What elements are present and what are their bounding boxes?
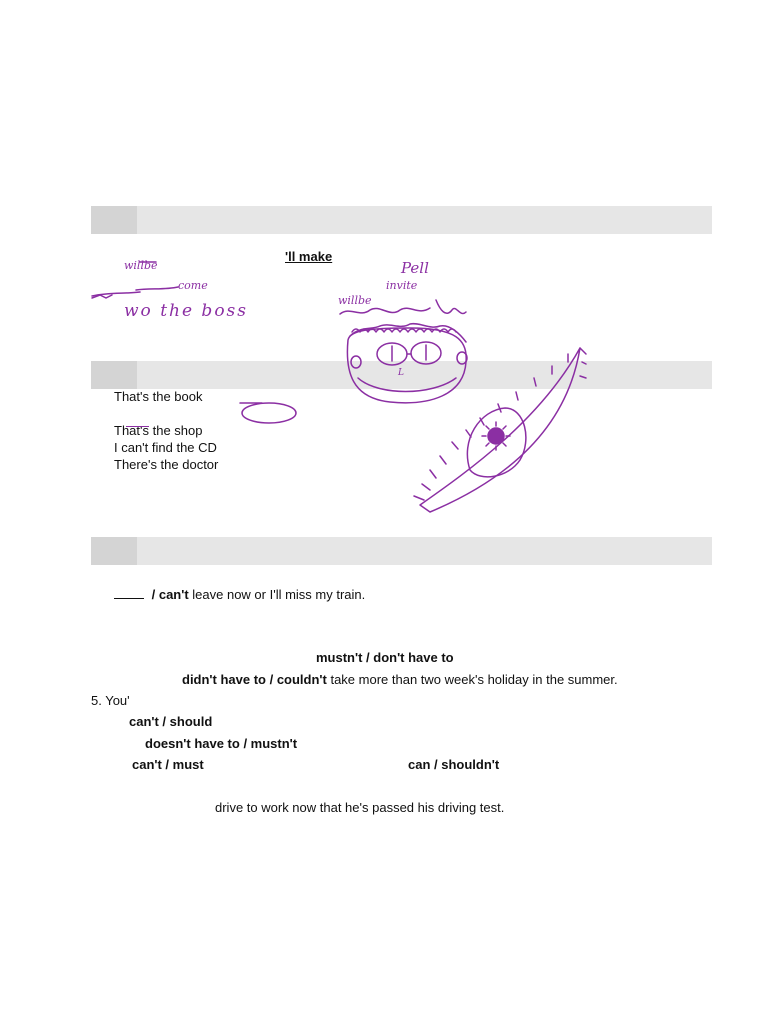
eye-pupil xyxy=(488,428,504,444)
handwritten-note-willbe: willbe xyxy=(124,259,158,272)
exercise3-line1-options: / can't xyxy=(148,587,189,602)
handwritten-note-willbe-2: willbe xyxy=(338,294,372,307)
section-number-box-3 xyxy=(91,537,137,565)
exercise3-line7b-options: can / shouldn't xyxy=(408,757,500,772)
exercise3-line6-options: doesn't have to / mustn't xyxy=(145,736,298,751)
handwritten-note-pell: Pell xyxy=(401,259,429,277)
eye-iris xyxy=(467,408,526,477)
handwritten-note-boss: wo the boss xyxy=(124,301,248,321)
exercise3-line1 xyxy=(114,586,365,603)
exercise3-item5: 5. You' xyxy=(91,693,130,708)
exercise3-line3-rest: take more than two week's holiday in the summer. xyxy=(326,672,618,687)
make-label: 'll make xyxy=(285,249,333,264)
exercise2-line1: That's the book xyxy=(114,389,203,404)
handwritten-note-invite: invite xyxy=(386,279,418,292)
exercise3-line2-options: mustn't / don't have to xyxy=(316,650,454,665)
exercise3-line5-options: can't / should xyxy=(129,714,213,729)
oval-doodle xyxy=(242,403,296,423)
answer-blank[interactable] xyxy=(114,586,144,599)
exercise3-line7-options: can't / must xyxy=(132,757,204,772)
exercise2-line2-rest: the shop xyxy=(149,423,203,438)
exercise2-line2 xyxy=(114,423,203,439)
exercise2-line3: I can't find the CD xyxy=(114,440,217,455)
ink-small-scribble xyxy=(92,295,112,298)
exercise2-line4: There's the doctor xyxy=(114,457,219,472)
section-header-1 xyxy=(91,206,712,234)
eye-pupil-rays xyxy=(482,422,510,450)
handwritten-note-come: come xyxy=(178,279,208,292)
handwritten-letter: L xyxy=(398,368,404,378)
section-number-box-1 xyxy=(91,206,137,234)
face-hair xyxy=(350,324,466,342)
struck-word: That's xyxy=(114,423,149,438)
exercise3-line3-options: didn't have to / couldn't xyxy=(182,672,327,687)
exercise3-line3 xyxy=(182,672,618,688)
face-hair-curls xyxy=(352,329,456,332)
exercise3-line1-rest: leave now or I'll miss my train. xyxy=(188,587,366,602)
section-header-3 xyxy=(91,537,712,565)
ink-strike-scribble xyxy=(92,287,178,296)
section-number-box-2 xyxy=(91,361,137,389)
exercise3-line8: drive to work now that he's passed his driving test. xyxy=(215,800,505,815)
